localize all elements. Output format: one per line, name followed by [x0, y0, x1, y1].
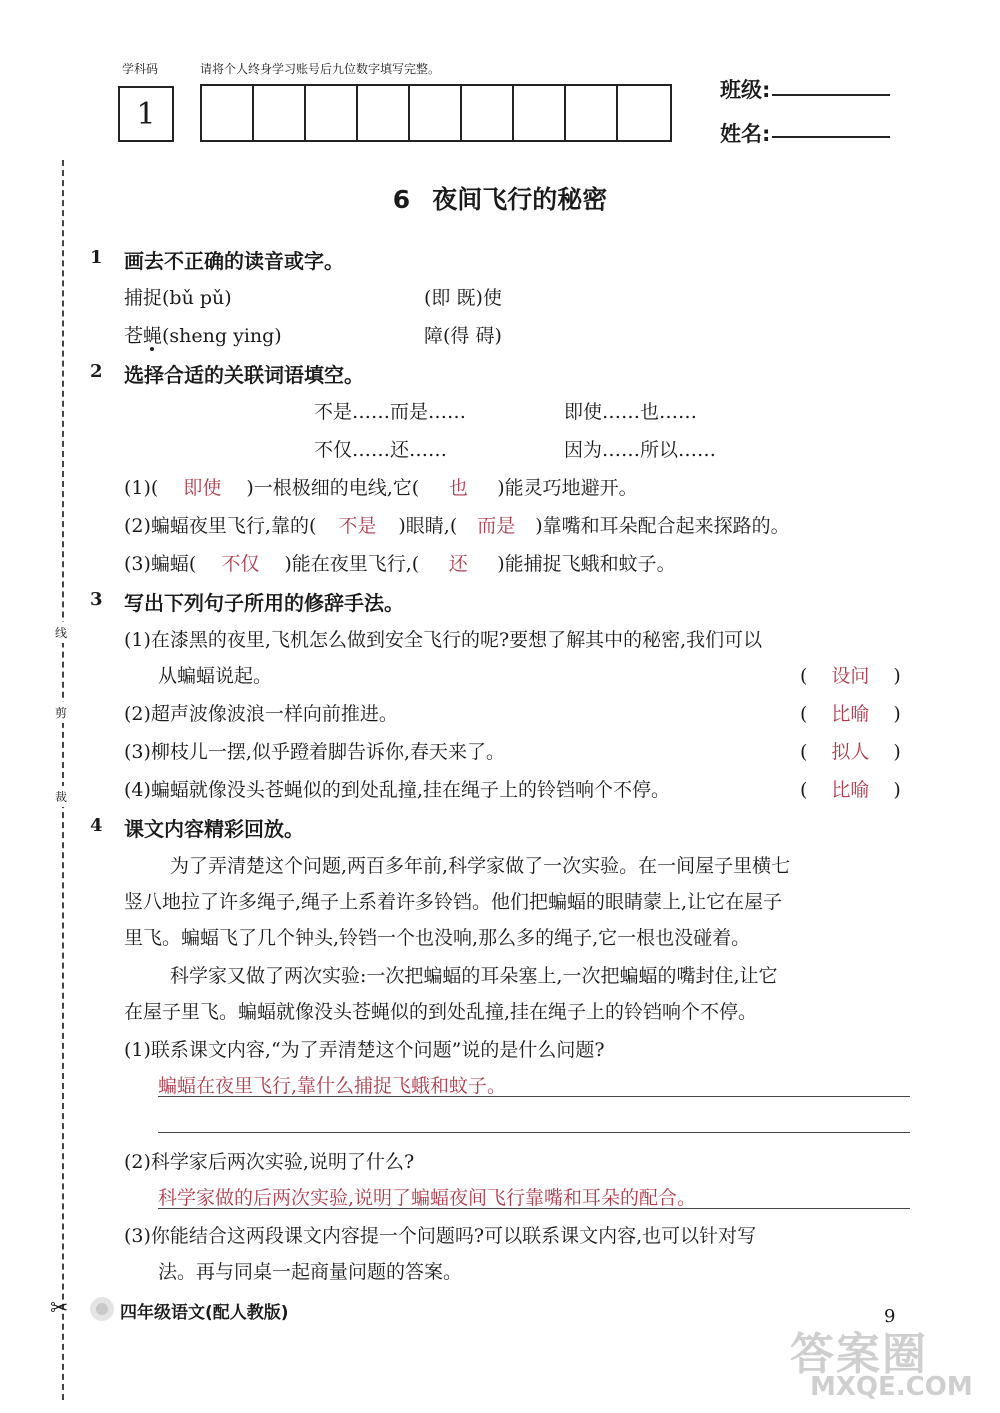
digit-box[interactable] [462, 86, 514, 140]
q1-number: 1 [90, 247, 103, 268]
account-digit-boxes[interactable] [200, 84, 672, 142]
q1-heading: 画去不正确的读音或字。 [124, 249, 344, 273]
q1-item1: 捕捉(bǔ pǔ) [124, 287, 232, 309]
class-field[interactable] [772, 94, 890, 96]
digit-box[interactable] [358, 86, 410, 140]
answer-line[interactable] [158, 1132, 910, 1133]
name-field[interactable] [772, 136, 890, 138]
text: ) [893, 779, 901, 801]
q3-answer1 [800, 661, 901, 688]
answer-text: 设问 [831, 665, 870, 687]
q4-sub2: (2)科学家后两次实验,说明了什么? [124, 1151, 415, 1173]
answer-line[interactable] [158, 1096, 910, 1097]
text: ( [800, 703, 808, 725]
answer-text: 即使 [183, 477, 222, 499]
page-number: 9 [884, 1306, 896, 1327]
q3-answer4 [800, 775, 901, 802]
side-char-jian: 剪 [55, 702, 67, 723]
footer-book-title: 四年级语文(配人教版) [120, 1303, 289, 1323]
text: )能灵巧地避开。 [497, 477, 638, 499]
answer-line[interactable] [158, 1208, 910, 1209]
text: )能在夜里飞行,( [284, 553, 420, 575]
q3-answer3 [800, 737, 901, 764]
q2-option1: 不是……而是…… [314, 401, 467, 423]
q4-sub1: (1)联系课文内容,“为了弄清楚这个问题”说的是什么问题? [124, 1039, 605, 1061]
text: )靠嘴和耳朵配合起来探路的。 [535, 515, 790, 537]
name-label: 姓名: [720, 122, 771, 146]
cut-line [62, 160, 64, 1400]
q2-option2: 即使……也…… [564, 401, 698, 423]
text: (1)( [124, 477, 159, 499]
text: ) [893, 665, 901, 687]
q2-number: 2 [90, 361, 103, 382]
answer-text: 还 [448, 553, 468, 575]
digit-box[interactable] [618, 86, 670, 140]
digit-box[interactable] [254, 86, 306, 140]
q4-passage-line: 在屋子里飞。蝙蝠就像没头苍蝇似的到处乱撞,挂在绳子上的铃铛响个不停。 [124, 1001, 758, 1023]
lesson-title-text: 夜间飞行的秘密 [432, 185, 608, 214]
side-char-xian: 线 [55, 622, 67, 643]
answer-text: 不仅 [221, 553, 260, 575]
answer-text: 拟人 [831, 741, 870, 763]
q1-item4: 障(得 碍) [424, 325, 502, 347]
q4-sub3: (3)你能结合这两段课文内容提一个问题吗?可以联系课文内容,也可以针对写 [124, 1225, 757, 1247]
answer-text: 而是 [477, 515, 516, 537]
q4-passage-line: 科学家又做了两次实验:一次把蝙蝠的耳朵塞上,一次把蝙蝠的嘴封住,让它 [170, 965, 778, 987]
side-char-cai: 裁 [55, 786, 67, 807]
text: )眼睛,( [398, 515, 458, 537]
q4-answer2: 科学家做的后两次实验,说明了蝙蝠夜间飞行靠嘴和耳朵的配合。 [158, 1187, 697, 1209]
subject-code-box: 1 [118, 86, 174, 142]
text: )能捕捉飞蛾和蚊子。 [497, 553, 676, 575]
q2-sentence3 [124, 549, 676, 576]
q3-item2: (2)超声波像波浪一样向前推进。 [124, 703, 398, 725]
lesson-title [0, 180, 1000, 216]
q4-heading: 课文内容精彩回放。 [124, 817, 304, 841]
q2-option4: 因为……所以…… [564, 439, 717, 461]
text: ( [800, 665, 808, 687]
q3-item3: (3)柳枝儿一摆,似乎蹬着脚告诉你,春天来了。 [124, 741, 505, 763]
text: (2)蝙蝠夜里飞行,靠的( [124, 515, 317, 537]
text: ( [800, 779, 808, 801]
text: ( [800, 741, 808, 763]
class-label: 班级: [720, 78, 771, 102]
digit-box[interactable] [202, 86, 254, 140]
q2-option3: 不仅……还…… [314, 439, 448, 461]
q3-heading: 写出下列句子所用的修辞手法。 [124, 591, 404, 615]
q4-passage-line: 里飞。蝙蝠飞了几个钟头,铃铛一个也没响,那么多的绳子,它一根也没碰着。 [124, 927, 751, 949]
q3-answer2 [800, 699, 901, 726]
emphasis-dot [150, 347, 154, 351]
digit-box[interactable] [306, 86, 358, 140]
q2-sentence1 [124, 473, 638, 500]
answer-text: 比喻 [831, 779, 870, 801]
q3-item4: (4)蝙蝠就像没头苍蝇似的到处乱撞,挂在绳子上的铃铛响个不停。 [124, 779, 670, 801]
q3-item1: (1)在漆黑的夜里,飞机怎么做到安全飞行的呢?要想了解其中的秘密,我们可以 [124, 629, 763, 651]
q4-answer1: 蝙蝠在夜里飞行,靠什么捕捉飞蛾和蚊子。 [158, 1075, 507, 1097]
q4-number: 4 [90, 815, 103, 836]
answer-text: 比喻 [831, 703, 870, 725]
answer-text: 也 [448, 477, 468, 499]
q1-item2: (即 既)使 [424, 287, 502, 309]
digit-box[interactable] [410, 86, 462, 140]
watermark-url: MXQE.COM [810, 1372, 973, 1402]
text: ) [893, 703, 901, 725]
q1-item3: 苍蝇(sheng ying) [124, 325, 282, 347]
digit-box[interactable] [514, 86, 566, 140]
q2-sentence2 [124, 511, 790, 538]
q3-number: 3 [90, 589, 103, 610]
footer-badge-inner [96, 1303, 108, 1315]
answer-text: 不是 [338, 515, 377, 537]
q3-item1-cont: 从蝙蝠说起。 [158, 665, 273, 687]
watermark-logo: 答案圈 [790, 1329, 928, 1380]
instruction-text: 请将个人终身学习账号后九位数字填写完整。 [200, 62, 441, 76]
subject-code-label: 学科码 [122, 62, 159, 76]
q4-sub3-cont: 法。再与同桌一起商量问题的答案。 [158, 1261, 463, 1283]
q4-passage-line: 竖八地拉了许多绳子,绳子上系着许多铃铛。他们把蝙蝠的眼睛蒙上,让它在屋子 [124, 891, 783, 913]
q2-heading: 选择合适的关联词语填空。 [124, 363, 364, 387]
text: ) [893, 741, 901, 763]
q4-passage-line: 为了弄清楚这个问题,两百多年前,科学家做了一次实验。在一间屋子里横七 [170, 855, 791, 877]
scissors-icon: ✂ [50, 1296, 69, 1321]
text: (3)蝙蝠( [124, 553, 197, 575]
text: )一根极细的电线,它( [246, 477, 420, 499]
lesson-number: 6 [392, 185, 411, 214]
digit-box[interactable] [566, 86, 618, 140]
